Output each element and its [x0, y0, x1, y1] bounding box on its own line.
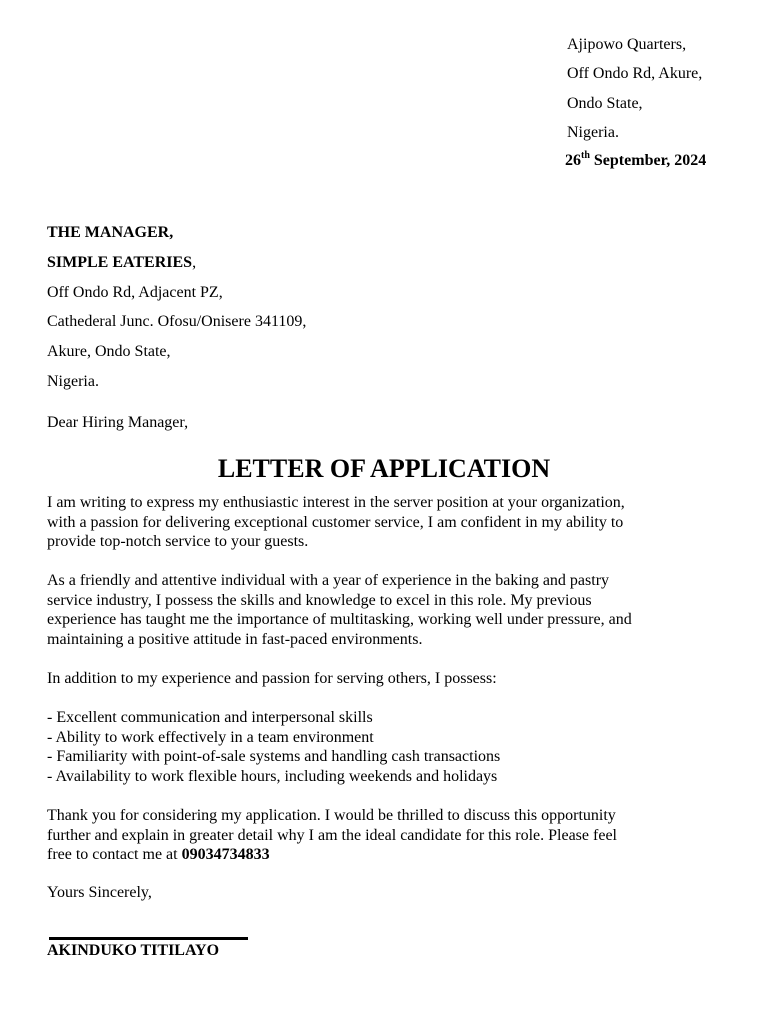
date-day: 26: [565, 152, 581, 169]
phone-number: 09034734833: [181, 846, 270, 864]
paragraph-line: As a friendly and attentive individual with a year of experience in the baking and pastry: [47, 572, 610, 589]
list-item: - Availability to work flexible hours, including weekends and holidays: [47, 767, 498, 785]
paragraph-line: Thank you for considering my application. I would be thrilled to discuss this opportunity: [47, 807, 616, 824]
sender-address-line: Ajipowo Quarters,: [567, 36, 687, 53]
list-item: - Ability to work effectively in a team environment: [47, 728, 374, 746]
recipient-address-line: Off Ondo Rd, Adjacent PZ,: [47, 283, 223, 301]
salutation: Dear Hiring Manager,: [47, 414, 189, 431]
date-ordinal-suffix: th: [581, 149, 590, 161]
paragraph-line: In addition to my experience and passion for serving others, I possess:: [47, 670, 497, 687]
paragraph-line: [47, 845, 737, 865]
contact-prefix: free to contact me at: [47, 846, 182, 864]
sender-address-line: Off Ondo Rd, Akure,: [567, 65, 703, 83]
closing: Yours Sincerely,: [47, 884, 152, 901]
recipient-address: [47, 218, 306, 397]
paragraph-thank-you: [47, 806, 737, 865]
sender-address-line: Ondo State,: [567, 94, 643, 112]
date-month-year: September, 2024: [589, 152, 707, 169]
paragraph-line: provide top-notch service to your guests.: [47, 533, 309, 551]
sender-address: [567, 30, 702, 147]
recipient-company: SIMPLE EATERIES: [47, 253, 193, 271]
paragraph-line: service industry, I possess the skills and knowledge to excel in this role. My previous: [47, 591, 592, 609]
recipient-address-line: Nigeria.: [47, 372, 99, 390]
paragraph-line: maintaining a positive attitude in fast-paced environments.: [47, 630, 423, 648]
letter-date: [565, 149, 707, 170]
paragraph-line: with a passion for delivering exceptional customer service, I am confident in my ability to: [47, 513, 624, 531]
recipient-address-line: Cathederal Junc. Ofosu/Onisere 341109,: [47, 313, 307, 331]
paragraph-intro: [47, 493, 737, 552]
recipient-title: THE MANAGER,: [47, 224, 174, 241]
paragraph-line: experience has taught me the importance of multitasking, working well under pressure, and: [47, 611, 632, 629]
paragraph-experience: [47, 571, 737, 649]
list-item: - Familiarity with point-of-sale systems and handling cash transactions: [47, 748, 501, 766]
paragraph-line: I am writing to express my enthusiastic interest in the server position at your organization,: [47, 494, 625, 511]
recipient-company-line: [47, 248, 306, 278]
recipient-address-line: Akure, Ondo State,: [47, 343, 171, 361]
paragraph-skills-intro: [47, 669, 737, 689]
skills-list: [47, 708, 737, 786]
list-item: - Excellent communication and interpersonal skills: [47, 709, 373, 726]
recipient-company-comma: ,: [192, 253, 197, 271]
letter-title: LETTER OF APPLICATION: [217, 454, 551, 483]
sender-address-line: Nigeria.: [567, 123, 619, 141]
signature-line: [49, 937, 248, 940]
signer-name: AKINDUKO TITILAYO: [47, 942, 220, 959]
paragraph-line: further and explain in greater detail why I am the ideal candidate for this role. Please feel: [47, 826, 617, 844]
